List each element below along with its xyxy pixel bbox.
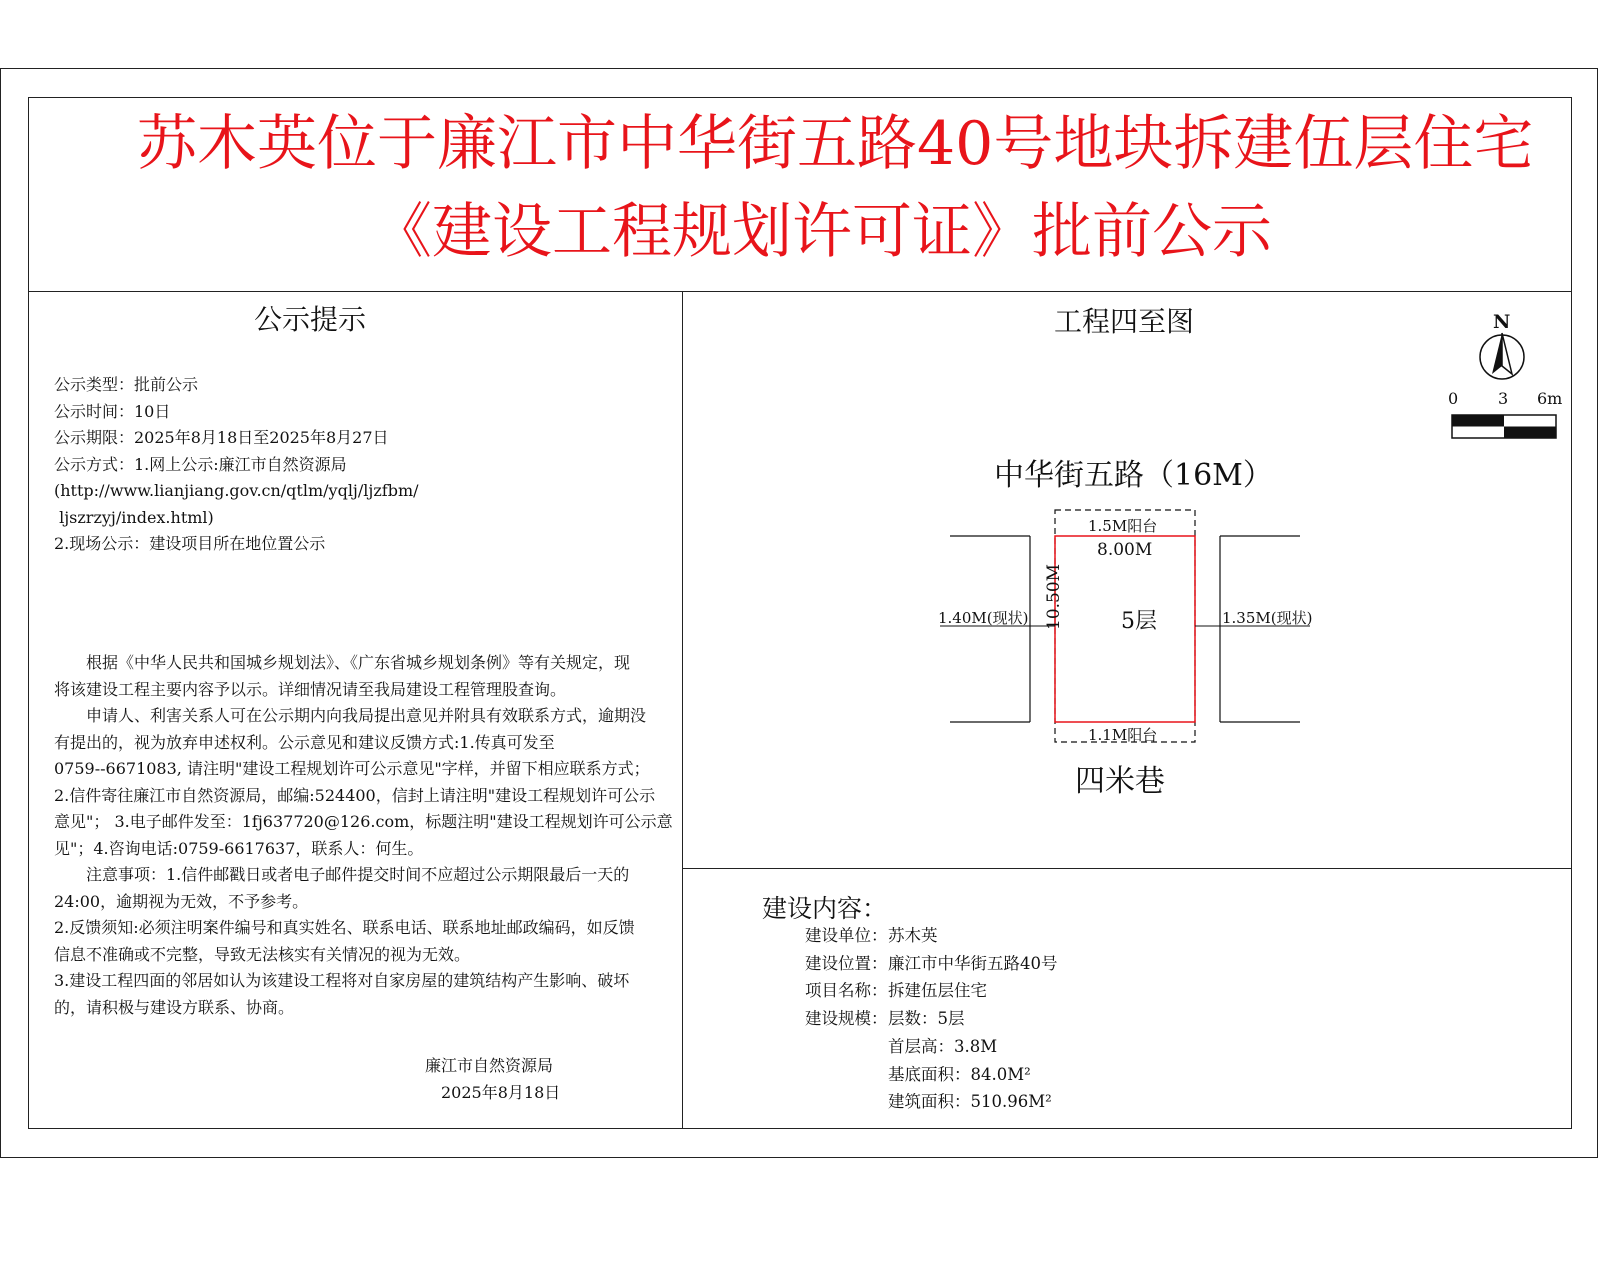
info-line: 公示时间：10日 xyxy=(54,401,171,421)
signature-date: 2025年8月18日 xyxy=(441,1083,561,1102)
content-value: 廉江市中华街五路40号 xyxy=(888,953,1058,973)
scale-label-3: 3 xyxy=(1498,389,1509,408)
content-value: 苏木英 xyxy=(888,926,938,945)
north-road-label: 中华街五路（16M） xyxy=(994,458,1273,493)
body-line: 注意事项：1.信件邮戳日或者电子邮件提交时间不应超过公示期限最后一天的 xyxy=(54,865,630,884)
north-balcony-label: 1.5M阳台 xyxy=(1088,517,1158,535)
floors-label: 5层 xyxy=(1121,609,1157,634)
content-labels xyxy=(805,922,888,1033)
info-line: 公示期限：2025年8月18日至2025年8月27日 xyxy=(54,428,389,447)
content-value: 基底面积：84.0M² xyxy=(888,1064,1031,1084)
body-line: 意见"； 3.电子邮件发至：1fj637720@126.com，标题注明"建设工程规划许可公示意 xyxy=(54,812,673,831)
south-road-label: 四米巷 xyxy=(1075,764,1165,799)
east-neighbour xyxy=(1220,536,1300,722)
scale-bar xyxy=(1452,415,1556,438)
info-line: 公示方式：1.网上公示:廉江市自然资源局 xyxy=(54,454,347,474)
map-heading: 工程四至图 xyxy=(1054,305,1195,338)
content-value: 层数：5层 xyxy=(888,1009,965,1029)
south-balcony-label: 1.1M阳台 xyxy=(1088,726,1158,744)
title-line-2: 《建设工程规划许可证》批前公示 xyxy=(372,197,1272,267)
body-line: 见"；4.咨询电话:0759-6617637，联系人：何生。 xyxy=(54,838,424,858)
north-label: N xyxy=(1493,311,1511,333)
body-line: 2.反馈须知:必须注明案件编号和真实姓名、联系电话、联系地址邮政编码，如反馈 xyxy=(54,918,635,937)
east-gap-label: 1.35M(现状) xyxy=(1222,609,1313,627)
body-line: 2.信件寄往廉江市自然资源局，邮编:524400，信封上请注明"建设工程规划许可公示 xyxy=(54,785,656,805)
body-line: 有提出的，视为放弃申述权利。公示意见和建议反馈方式:1.传真可发至 xyxy=(54,732,555,752)
info-line: 2.现场公示：建设项目所在地位置公示 xyxy=(54,534,326,553)
body-line: 申请人、利害关系人可在公示期内向我局提出意见并附具有效联系方式，逾期没 xyxy=(54,706,647,725)
scale-label-6: 6m xyxy=(1537,389,1563,408)
body-line: 信息不准确或不完整，导致无法核实有关情况的视为无效。 xyxy=(54,944,471,964)
scale-label-0: 0 xyxy=(1448,389,1459,408)
body-line: 根据《中华人民共和国城乡规划法》、《广东省城乡规划条例》等有关规定，现 xyxy=(54,653,631,672)
content-value: 首层高：3.8M xyxy=(888,1036,998,1056)
content-label: 建设位置： xyxy=(805,953,888,973)
west-neighbour xyxy=(950,536,1030,722)
content-heading: 建设内容： xyxy=(762,894,888,923)
info-line-url: (http://www.lianjiang.gov.cn/qtlm/yqlj/ljzfbm/ xyxy=(54,481,419,500)
notice-heading: 公示提示 xyxy=(254,303,367,336)
content-values xyxy=(888,922,1058,1116)
content-value: 建筑面积：510.96M² xyxy=(888,1092,1052,1112)
info-line: 公示类型：批前公示 xyxy=(54,375,199,394)
content-label: 建设单位： xyxy=(805,926,888,945)
north-arrow-icon xyxy=(1480,333,1524,379)
body-line: 3.建设工程四面的邻居如认为该建设工程将对自家房屋的建筑结构产生影响、破坏 xyxy=(54,971,630,990)
width-label: 8.00M xyxy=(1097,540,1153,560)
body-line: 将该建设工程主要内容予以示。详细情况请至我局建设工程管理股查询。 xyxy=(54,679,567,699)
content-label: 建设规模： xyxy=(805,1009,888,1029)
signature: 廉江市自然资源局 xyxy=(425,1056,554,1075)
content-value: 拆建伍层住宅 xyxy=(888,981,987,1001)
west-gap-label: 1.40M(现状) xyxy=(938,609,1029,627)
body-line: 的，请积极与建设方联系、协商。 xyxy=(54,997,295,1017)
depth-label: 10.50M xyxy=(1044,563,1064,630)
title-line-1: 苏木英位于廉江市中华街五路40号地块拆建伍层住宅 xyxy=(137,109,1534,179)
info-line-url: ljszrzyj/index.html) xyxy=(54,507,214,527)
content-label: 项目名称： xyxy=(805,981,888,1001)
body-line: 24:00，逾期视为无效，不予参考。 xyxy=(54,891,309,911)
body-line: 0759--6671083, 请注明"建设工程规划许可公示意见"字样，并留下相应联系方式； xyxy=(54,759,650,778)
